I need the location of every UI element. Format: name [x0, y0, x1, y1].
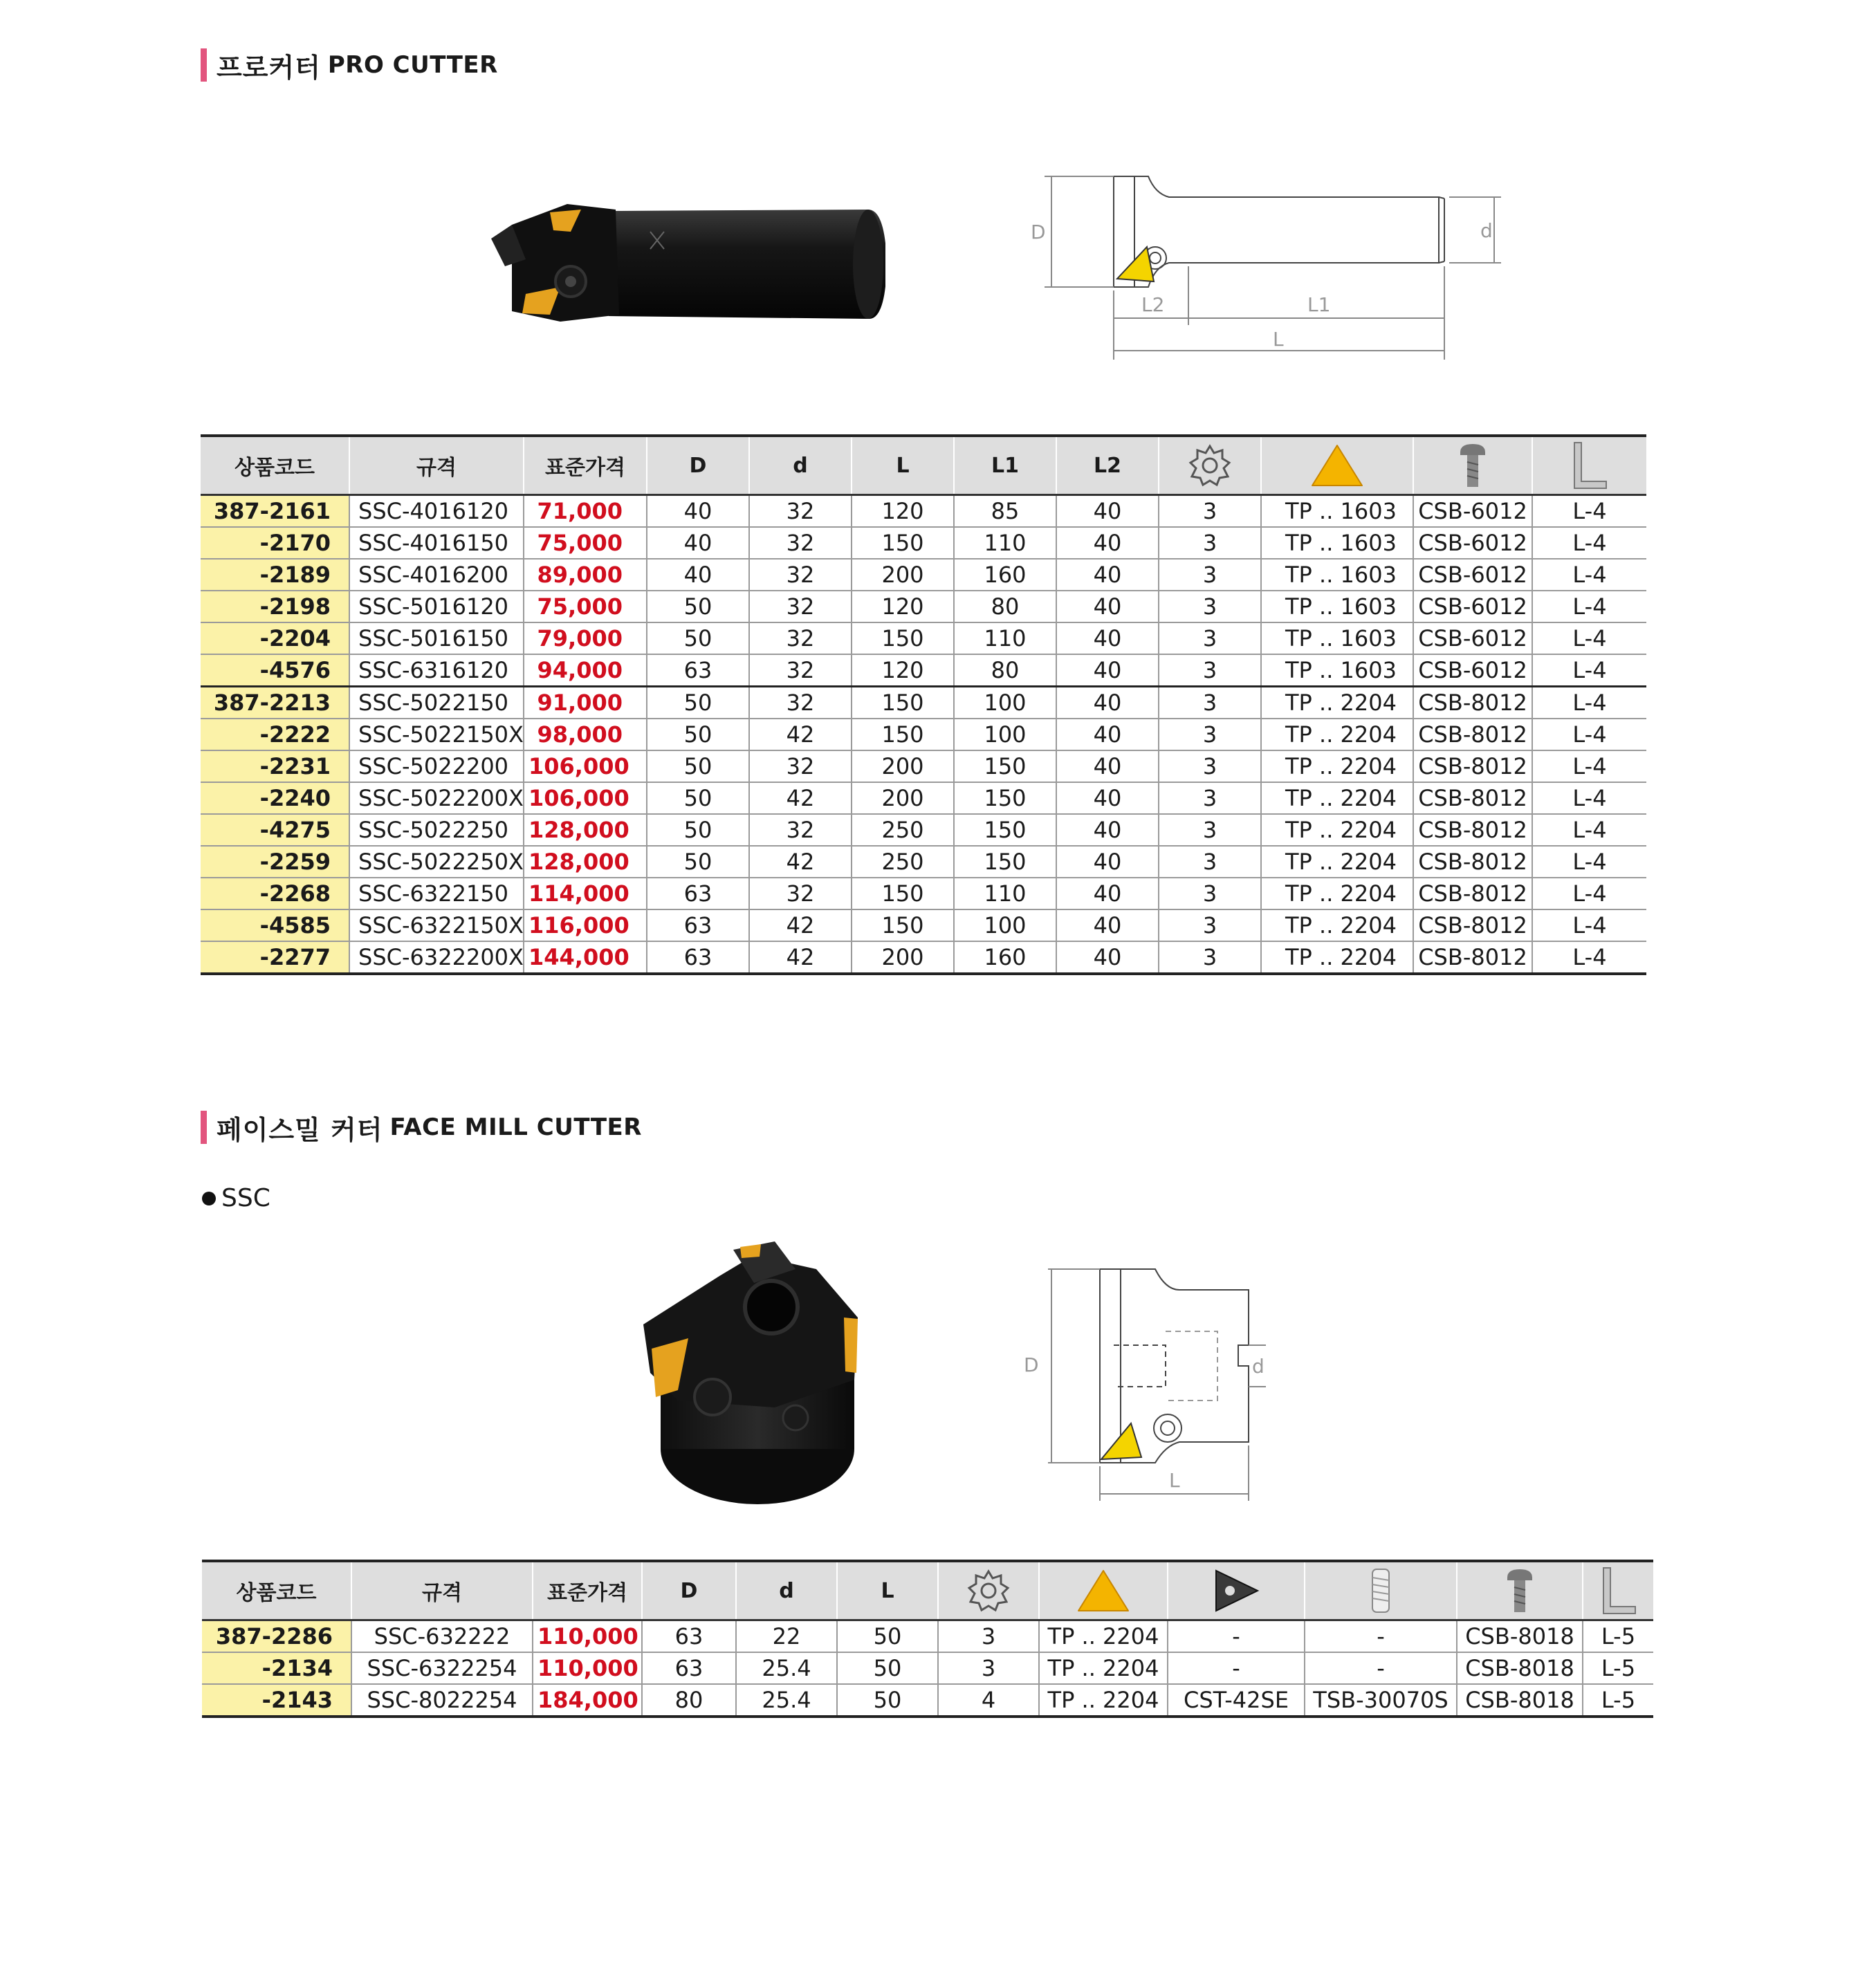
label-D: D [1031, 221, 1046, 243]
table-row [201, 846, 1646, 878]
shim-icon [1212, 1568, 1260, 1614]
cell-spec: SSC-4016200 [349, 559, 524, 591]
cell-spec: SSC-6322150 [349, 878, 524, 909]
cell-price: 98,000 [524, 719, 647, 750]
hex-wrench-icon [1599, 1566, 1638, 1615]
cell-l2: 40 [1056, 909, 1159, 941]
cell-screw: CSB-8012 [1413, 814, 1532, 846]
table-row [202, 1684, 1653, 1717]
cell-l: 150 [852, 878, 954, 909]
cell-screw: CSB-8018 [1457, 1652, 1583, 1684]
cell-z: 3 [1159, 941, 1261, 974]
cell-d: 32 [749, 591, 852, 622]
cell-l1: 80 [954, 591, 1056, 622]
cell-l2: 40 [1056, 750, 1159, 782]
header-L2: L2 [1056, 436, 1159, 495]
pro-cutter-drawing [1031, 169, 1529, 370]
face-mill-drawing [1010, 1262, 1266, 1504]
cell-wrench: L-4 [1532, 654, 1646, 687]
cell-d: 42 [749, 719, 852, 750]
cell-code: -2198 [201, 591, 349, 622]
cell-d: 40 [647, 495, 749, 528]
cell-z: 3 [1159, 654, 1261, 687]
cell-insert: TP .. 2204 [1039, 1684, 1168, 1717]
title-korean: 페이스밀 커터 [217, 1114, 383, 1145]
cell-d: 32 [749, 687, 852, 719]
table-row [201, 654, 1646, 687]
table-row [201, 622, 1646, 654]
cell-l2: 40 [1056, 622, 1159, 654]
header-L: L [837, 1561, 938, 1620]
title-english: PRO CUTTER [327, 51, 498, 79]
cell-d: 63 [647, 654, 749, 687]
cell-insert: TP .. 2204 [1261, 846, 1413, 878]
table-row [201, 687, 1646, 719]
cell-z: 3 [938, 1652, 1039, 1684]
cell-spec: SSC-5022250 [349, 814, 524, 846]
cell-l2: 40 [1056, 719, 1159, 750]
table-row [201, 941, 1646, 974]
cell-l2: 40 [1056, 846, 1159, 878]
cell-l2: 40 [1056, 527, 1159, 559]
pro-cutter-table [201, 434, 1646, 975]
cutter-teeth-icon [966, 1569, 1011, 1613]
cell-z: 3 [1159, 622, 1261, 654]
cell-shim: - [1168, 1652, 1305, 1684]
header-screw [1413, 436, 1532, 495]
cell-code: -4585 [201, 909, 349, 941]
bullet-label: SSC [221, 1184, 270, 1212]
table-row [201, 495, 1646, 528]
cell-spec: SSC-6316120 [349, 654, 524, 687]
cell-spec: SSC-5022250X [349, 846, 524, 878]
cell-l: 120 [852, 495, 954, 528]
insert-icon [1309, 443, 1365, 488]
cell-d: 32 [749, 750, 852, 782]
table-row [202, 1620, 1653, 1653]
label-L2: L2 [1141, 293, 1165, 316]
cell-wrench: L-4 [1532, 909, 1646, 941]
cell-z: 3 [1159, 782, 1261, 814]
cell-insert: TP .. 2204 [1261, 687, 1413, 719]
cell-code: 387-2213 [201, 687, 349, 719]
clamp-screw-icon [1457, 441, 1488, 490]
cell-l1: 110 [954, 527, 1056, 559]
cell-d: 63 [647, 878, 749, 909]
cell-d: 40 [647, 559, 749, 591]
cell-l2: 40 [1056, 878, 1159, 909]
cell-price: 75,000 [524, 591, 647, 622]
cell-price: 128,000 [524, 846, 647, 878]
cell-spec: SSC-4016120 [349, 495, 524, 528]
cell-price: 114,000 [524, 878, 647, 909]
cell-wrench: L-4 [1532, 814, 1646, 846]
cell-l: 200 [852, 782, 954, 814]
cell-l: 150 [852, 719, 954, 750]
table-row [201, 909, 1646, 941]
cell-wrench: L-4 [1532, 622, 1646, 654]
cell-d: 50 [647, 814, 749, 846]
cell-d: 50 [647, 846, 749, 878]
cell-insert: TP .. 2204 [1261, 941, 1413, 974]
cell-wrench: L-4 [1532, 782, 1646, 814]
header-d: d [749, 436, 852, 495]
table-row [201, 559, 1646, 591]
cell-insert: TP .. 1603 [1261, 559, 1413, 591]
cell-d: 40 [647, 527, 749, 559]
cell-z: 3 [1159, 846, 1261, 878]
cell-screw: CSB-8012 [1413, 719, 1532, 750]
label-L: L [1169, 1469, 1180, 1492]
cell-shim-screw: - [1305, 1620, 1457, 1653]
cutter-teeth-icon [1188, 443, 1232, 488]
cell-price: 116,000 [524, 909, 647, 941]
header-code: 상품코드 [201, 436, 349, 495]
cell-l: 250 [852, 814, 954, 846]
cell-price: 144,000 [524, 941, 647, 974]
cell-d: 25.4 [736, 1652, 837, 1684]
label-L: L [1273, 328, 1284, 351]
cell-insert: TP .. 1603 [1261, 495, 1413, 528]
cell-l: 50 [837, 1620, 938, 1653]
cell-insert: TP .. 2204 [1261, 782, 1413, 814]
cell-wrench: L-4 [1532, 559, 1646, 591]
cell-insert: TP .. 2204 [1261, 909, 1413, 941]
cell-insert: TP .. 1603 [1261, 654, 1413, 687]
header-spec: 규격 [349, 436, 524, 495]
cell-price: 71,000 [524, 495, 647, 528]
cell-l: 150 [852, 909, 954, 941]
cell-wrench: L-5 [1583, 1652, 1653, 1684]
cell-l: 120 [852, 591, 954, 622]
title-korean: 프로커터 [217, 52, 321, 83]
cell-code: 387-2286 [202, 1620, 351, 1653]
header-teeth [1159, 436, 1261, 495]
cell-d: 42 [749, 941, 852, 974]
cell-d: 32 [749, 495, 852, 528]
cell-wrench: L-4 [1532, 878, 1646, 909]
cell-code: -2222 [201, 719, 349, 750]
face-mill-photo [636, 1241, 872, 1511]
header-wrench [1583, 1561, 1653, 1620]
cell-d: 22 [736, 1620, 837, 1653]
hex-wrench-icon [1570, 441, 1609, 490]
cell-screw: CSB-8012 [1413, 941, 1532, 974]
cell-z: 3 [1159, 909, 1261, 941]
cell-spec: SSC-5016150 [349, 622, 524, 654]
cell-l2: 40 [1056, 559, 1159, 591]
cell-d: 42 [749, 909, 852, 941]
table-header-row [202, 1561, 1653, 1620]
cell-code: -2268 [201, 878, 349, 909]
cell-spec: SSC-6322200X [349, 941, 524, 974]
label-L1: L1 [1307, 293, 1331, 316]
cell-shim-screw: TSB-30070S [1305, 1684, 1457, 1717]
cell-l1: 110 [954, 878, 1056, 909]
cell-screw: CSB-6012 [1413, 527, 1532, 559]
cell-wrench: L-4 [1532, 527, 1646, 559]
cell-price: 75,000 [524, 527, 647, 559]
table-row [201, 814, 1646, 846]
table-row [201, 782, 1646, 814]
cell-insert: TP .. 2204 [1261, 719, 1413, 750]
header-wrench [1532, 436, 1646, 495]
cell-d: 32 [749, 654, 852, 687]
cell-d: 32 [749, 559, 852, 591]
header-shim-screw [1305, 1561, 1457, 1620]
cell-code: -2240 [201, 782, 349, 814]
cell-spec: SSC-5022150X [349, 719, 524, 750]
bullet-ssc [202, 1184, 270, 1212]
cell-code: -2189 [201, 559, 349, 591]
cell-screw: CSB-6012 [1413, 495, 1532, 528]
cell-code: -2170 [201, 527, 349, 559]
header-L1: L1 [954, 436, 1056, 495]
cell-spec: SSC-632222 [351, 1620, 533, 1653]
cell-price: 79,000 [524, 622, 647, 654]
cell-screw: CSB-6012 [1413, 622, 1532, 654]
cell-code: -2259 [201, 846, 349, 878]
cell-l1: 100 [954, 687, 1056, 719]
insert-icon [1076, 1568, 1131, 1614]
cell-l2: 40 [1056, 941, 1159, 974]
cell-d: 32 [749, 814, 852, 846]
cell-l: 150 [852, 622, 954, 654]
cell-l: 120 [852, 654, 954, 687]
cell-screw: CSB-8018 [1457, 1620, 1583, 1653]
cell-l2: 40 [1056, 782, 1159, 814]
cell-d: 50 [647, 591, 749, 622]
cell-spec: SSC-5022150 [349, 687, 524, 719]
cell-code: -2143 [202, 1684, 351, 1717]
cell-wrench: L-4 [1532, 846, 1646, 878]
label-D: D [1024, 1353, 1039, 1376]
cell-l1: 150 [954, 750, 1056, 782]
cell-shim-screw: - [1305, 1652, 1457, 1684]
cell-z: 3 [1159, 878, 1261, 909]
cell-l1: 160 [954, 559, 1056, 591]
header-teeth [938, 1561, 1039, 1620]
cell-l: 50 [837, 1652, 938, 1684]
table-row [202, 1652, 1653, 1684]
shim-screw-icon [1365, 1566, 1396, 1615]
cell-l: 50 [837, 1684, 938, 1717]
cell-z: 3 [1159, 719, 1261, 750]
cell-wrench: L-4 [1532, 687, 1646, 719]
cell-insert: TP .. 2204 [1261, 878, 1413, 909]
cell-screw: CSB-8012 [1413, 846, 1532, 878]
cell-screw: CSB-8018 [1457, 1684, 1583, 1717]
cell-d: 50 [647, 782, 749, 814]
cell-z: 4 [938, 1684, 1039, 1717]
cell-price: 110,000 [533, 1620, 642, 1653]
cell-code: -2231 [201, 750, 349, 782]
cell-l: 150 [852, 527, 954, 559]
cell-price: 128,000 [524, 814, 647, 846]
cell-code: -2204 [201, 622, 349, 654]
header-price: 표준가격 [524, 436, 647, 495]
label-d: d [1480, 219, 1493, 242]
header-D: D [642, 1561, 736, 1620]
cell-insert: TP .. 2204 [1039, 1620, 1168, 1653]
cell-shim: - [1168, 1620, 1305, 1653]
cell-insert: TP .. 1603 [1261, 527, 1413, 559]
cell-d: 32 [749, 622, 852, 654]
cell-z: 3 [1159, 559, 1261, 591]
cell-insert: TP .. 2204 [1261, 814, 1413, 846]
section-title-pro-cutter [201, 48, 498, 82]
cell-d: 50 [647, 687, 749, 719]
cell-d: 42 [749, 846, 852, 878]
cell-price: 91,000 [524, 687, 647, 719]
cell-spec: SSC-5022200X [349, 782, 524, 814]
header-insert [1039, 1561, 1168, 1620]
cell-wrench: L-4 [1532, 495, 1646, 528]
cell-price: 184,000 [533, 1684, 642, 1717]
cell-l1: 160 [954, 941, 1056, 974]
cell-d: 42 [749, 782, 852, 814]
cell-l2: 40 [1056, 591, 1159, 622]
cell-d: 32 [749, 527, 852, 559]
clamp-screw-icon [1505, 1566, 1535, 1615]
table-row [201, 719, 1646, 750]
cell-l: 200 [852, 941, 954, 974]
cell-l1: 110 [954, 622, 1056, 654]
cell-wrench: L-4 [1532, 591, 1646, 622]
cell-l1: 150 [954, 782, 1056, 814]
pro-cutter-photo [484, 197, 885, 335]
cell-spec: SSC-5016120 [349, 591, 524, 622]
cell-l: 250 [852, 846, 954, 878]
cell-z: 3 [938, 1620, 1039, 1653]
table-row [201, 527, 1646, 559]
header-shim [1168, 1561, 1305, 1620]
cell-l2: 40 [1056, 687, 1159, 719]
cell-spec: SSC-4016150 [349, 527, 524, 559]
section-title-face-mill-cutter [201, 1111, 642, 1144]
cell-d: 50 [647, 750, 749, 782]
cell-spec: SSC-8022254 [351, 1684, 533, 1717]
table-row [201, 750, 1646, 782]
cell-screw: CSB-8012 [1413, 687, 1532, 719]
cell-shim: CST-42SE [1168, 1684, 1305, 1717]
cell-insert: TP .. 2204 [1039, 1652, 1168, 1684]
title-accent-bar [201, 48, 207, 82]
cell-spec: SSC-6322150X [349, 909, 524, 941]
cell-code: -4275 [201, 814, 349, 846]
cell-price: 110,000 [533, 1652, 642, 1684]
cell-insert: TP .. 1603 [1261, 622, 1413, 654]
cell-spec: SSC-6322254 [351, 1652, 533, 1684]
cell-screw: CSB-8012 [1413, 878, 1532, 909]
cell-l: 200 [852, 750, 954, 782]
cell-l: 200 [852, 559, 954, 591]
cell-z: 3 [1159, 591, 1261, 622]
cell-d: 25.4 [736, 1684, 837, 1717]
table-row [201, 591, 1646, 622]
header-L: L [852, 436, 954, 495]
cell-screw: CSB-6012 [1413, 559, 1532, 591]
face-mill-table [202, 1560, 1653, 1718]
table-row [201, 878, 1646, 909]
cell-price: 94,000 [524, 654, 647, 687]
table-header-row [201, 436, 1646, 495]
cell-l1: 85 [954, 495, 1056, 528]
cell-insert: TP .. 1603 [1261, 591, 1413, 622]
cell-z: 3 [1159, 750, 1261, 782]
bullet-dot [202, 1192, 216, 1205]
cell-screw: CSB-8012 [1413, 909, 1532, 941]
title-accent-bar [201, 1111, 207, 1144]
header-price: 표준가격 [533, 1561, 642, 1620]
header-insert [1261, 436, 1413, 495]
cell-d: 80 [642, 1684, 736, 1717]
cell-z: 3 [1159, 687, 1261, 719]
cell-insert: TP .. 2204 [1261, 750, 1413, 782]
header-code: 상품코드 [202, 1561, 351, 1620]
cell-l1: 100 [954, 909, 1056, 941]
cell-l1: 150 [954, 814, 1056, 846]
cell-d: 50 [647, 719, 749, 750]
header-screw [1457, 1561, 1583, 1620]
title-english: FACE MILL CUTTER [389, 1113, 642, 1141]
cell-z: 3 [1159, 814, 1261, 846]
cell-l1: 150 [954, 846, 1056, 878]
cell-screw: CSB-6012 [1413, 654, 1532, 687]
cell-wrench: L-4 [1532, 719, 1646, 750]
cell-price: 106,000 [524, 750, 647, 782]
cell-screw: CSB-8012 [1413, 750, 1532, 782]
cell-wrench: L-5 [1583, 1620, 1653, 1653]
cell-d: 63 [647, 909, 749, 941]
header-spec: 규격 [351, 1561, 533, 1620]
cell-z: 3 [1159, 495, 1261, 528]
cell-wrench: L-4 [1532, 941, 1646, 974]
cell-code: -2134 [202, 1652, 351, 1684]
cell-l1: 100 [954, 719, 1056, 750]
header-D: D [647, 436, 749, 495]
cell-d: 63 [642, 1652, 736, 1684]
cell-l2: 40 [1056, 495, 1159, 528]
label-d: d [1252, 1355, 1265, 1378]
cell-d: 32 [749, 878, 852, 909]
cell-l: 150 [852, 687, 954, 719]
cell-code: -2277 [201, 941, 349, 974]
cell-d: 50 [647, 622, 749, 654]
cell-l2: 40 [1056, 654, 1159, 687]
cell-screw: CSB-6012 [1413, 591, 1532, 622]
cell-wrench: L-5 [1583, 1684, 1653, 1717]
header-d: d [736, 1561, 837, 1620]
cell-wrench: L-4 [1532, 750, 1646, 782]
cell-l2: 40 [1056, 814, 1159, 846]
cell-screw: CSB-8012 [1413, 782, 1532, 814]
cell-code: -4576 [201, 654, 349, 687]
cell-code: 387-2161 [201, 495, 349, 528]
cell-price: 89,000 [524, 559, 647, 591]
cell-d: 63 [642, 1620, 736, 1653]
cell-l1: 80 [954, 654, 1056, 687]
cell-price: 106,000 [524, 782, 647, 814]
cell-z: 3 [1159, 527, 1261, 559]
cell-d: 63 [647, 941, 749, 974]
cell-spec: SSC-5022200 [349, 750, 524, 782]
